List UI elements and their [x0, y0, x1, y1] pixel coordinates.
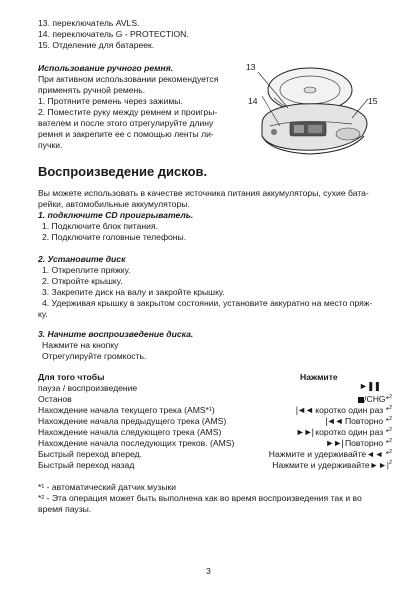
play-pause-icon: ►❚❚ [359, 381, 380, 391]
section-title: Воспроизведение дисков. [38, 164, 208, 179]
step1-item: 2. Подключите головные телефоны. [42, 232, 187, 242]
strap-line: применять ручной ремень. [38, 85, 146, 95]
strap-line: При активном использовании рекомендуется [38, 74, 219, 84]
step3-heading: 3. Начните воспроизведение диска. [38, 329, 194, 339]
list-item: 15. Отделение для батареек. [38, 40, 155, 50]
table-row-action: Нахождение начала предыдущего трека (AMS) [38, 416, 227, 426]
table-row-press [240, 381, 380, 392]
previous-track-icon: |◄◄ [295, 405, 313, 415]
cd-player-figure [240, 52, 390, 162]
step2-item: 3. Закрепите диск на валу и закройте крышку. [42, 287, 225, 297]
page-number: 3 [206, 566, 211, 576]
step2-heading: 2. Установите диск [38, 254, 126, 264]
step2-item: 2. Откройте крышку. [42, 276, 123, 286]
table-row-action: Останов [38, 394, 72, 404]
step2-item: ку. [38, 309, 48, 319]
figure-label: 13 [246, 62, 256, 72]
previous-track-icon: |◄◄ [325, 416, 343, 426]
table-row-press: Нажмите и $удерживайте►►|^2$ [272, 460, 392, 470]
intro-line: Вы можете использовать в качестве источника питания аккумуляторы, сухие бата- [38, 188, 369, 198]
figure-label: 14 [248, 96, 258, 106]
step1-heading: 1. подключите CD проигрыватель. [38, 210, 194, 220]
table-row-press: |◄◄ коротко один раз *$^2$ [295, 405, 392, 415]
footnote: время паузы. [38, 504, 92, 514]
footnote: *¹ - автоматический датчик музыки [38, 482, 177, 492]
next-track-icon: ►►| [325, 438, 343, 448]
next-track-icon: ►►| [295, 427, 313, 437]
table-row-action: Быстрый переход вперед. [38, 449, 142, 459]
table-header-action: Для того чтобы [38, 372, 105, 382]
intro-line: рейки, автомобильные аккумуляторы. [38, 199, 190, 209]
step2-item: 1. Откреплите пряжку. [42, 265, 131, 275]
step3-item: Отрегулируйте громкость. [42, 351, 147, 361]
figure-label: 15 [368, 96, 378, 106]
footnote: *² - Эта операция может быть выполнена как во время воспроизведения так и во [38, 493, 362, 503]
table-row-press: |◄◄ Повторно *$^2$ [325, 416, 392, 426]
table-header-press: Нажмите [300, 372, 338, 382]
table-row-action: Быстрый переход назад [38, 460, 135, 470]
step1-item: 1. Подключите блок питания. [42, 221, 158, 231]
table-row-press: Нажмите и удерживайте◄◄ *$^2$ [268, 449, 392, 459]
list-item: 14. переключатель G - PROTECTION. [38, 29, 189, 39]
strap-line: ремня и закрепите ее с помощью ленты ли- [38, 129, 214, 139]
list-item: 13. переключатель AVLS. [38, 18, 140, 28]
strap-line: пучки. [38, 140, 63, 150]
step3-item: Нажмите на кнопку [42, 340, 119, 350]
table-row-press: ►►| коротко один раз *$^2$ [295, 427, 392, 437]
table-row-action: Нахождение начала текущего трека (AMS*¹) [38, 405, 215, 415]
strap-line: вателем и после этого отрегулируйте длину [38, 118, 214, 128]
table-row-action: Нахождение начала последующих треков. (AMS) [38, 438, 235, 448]
table-row-press: ►►| Повторно *$^2$ [325, 438, 392, 448]
table-row-action: Нахождение начала следующего трека (AMS) [38, 427, 222, 437]
strap-line: 2. Поместите руку между ремнем и проигры- [38, 107, 218, 117]
table-row-action: пауза / воспроизведение [38, 383, 138, 393]
strap-heading: Использование ручного ремня. [38, 63, 174, 73]
step2-item: 4. Удерживая крышку в закрытом состоянии, установите аккуратно на место пряж- [42, 298, 373, 308]
cd-player-illustration [240, 52, 390, 162]
table-row-press: /CHG*$^2$ [240, 394, 392, 405]
strap-line: 1. Протяните ремень через зажимы. [38, 96, 183, 106]
